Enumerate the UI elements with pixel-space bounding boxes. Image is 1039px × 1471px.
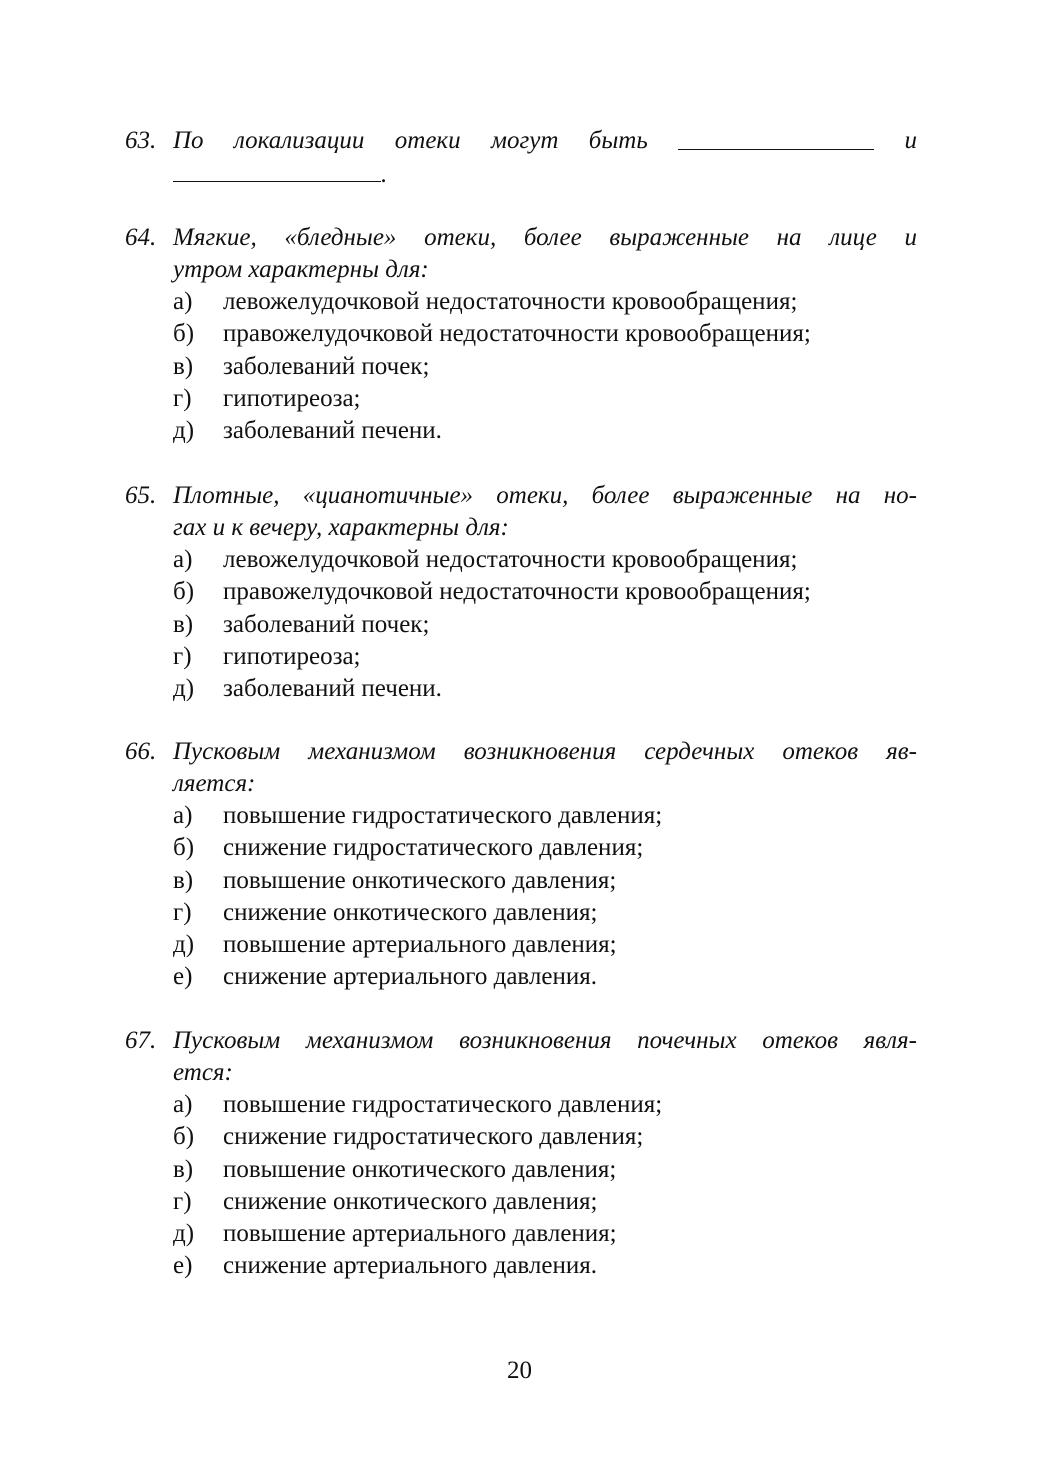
stem-line-2: ляется: (173, 770, 256, 797)
question-number: 66. (125, 738, 157, 765)
answer-option (173, 318, 917, 350)
option-letter: а) (173, 802, 193, 829)
option-text: снижение гидростатического давления; (223, 1123, 644, 1151)
question-67 (125, 1025, 917, 1283)
option-text: повышение онкотического давления; (223, 866, 617, 894)
option-letter: в) (173, 610, 194, 638)
option-letter: в) (173, 866, 194, 894)
option-letter: г) (173, 1187, 192, 1215)
option-text: снижение гидростатического давления; (223, 834, 644, 862)
page-number: 20 (507, 1357, 532, 1384)
option-letter: е) (173, 963, 193, 991)
option-text: заболеваний печени. (223, 675, 442, 703)
option-text: повышение гидростатического давления; (223, 802, 663, 829)
answer-option (173, 1089, 917, 1121)
option-text: заболеваний почек; (223, 352, 430, 380)
option-letter: а) (173, 288, 193, 315)
question-63 (125, 125, 917, 191)
question-number: 63. (125, 127, 157, 154)
question-66 (125, 736, 917, 994)
answer-option (173, 961, 917, 993)
answer-options (173, 1089, 917, 1283)
option-text: снижение артериального давления. (223, 1252, 597, 1280)
option-text: снижение онкотического давления; (223, 898, 598, 926)
option-text: гипотиреоза; (223, 642, 361, 670)
answer-option (173, 1154, 917, 1186)
stem-line-1: Пусковым механизмом возникновения почечных отеков явля- (173, 1027, 917, 1054)
question-stem (125, 480, 917, 544)
option-letter: д) (173, 1220, 195, 1248)
question-number: 65. (125, 482, 157, 509)
option-text: повышение артериального давления; (223, 1220, 617, 1248)
answer-blank (678, 125, 874, 150)
answer-options (173, 800, 917, 994)
option-letter: б) (173, 320, 195, 348)
stem-line-1: По локализации отеки могут быть и (173, 127, 917, 154)
option-letter: в) (173, 352, 194, 380)
stem-line-2: гах и к вечеру, характерны для: (173, 514, 509, 541)
answer-option (173, 415, 917, 447)
answer-option (173, 544, 917, 576)
option-letter: б) (173, 834, 195, 862)
option-letter: д) (173, 417, 195, 445)
answer-option (173, 576, 917, 608)
option-text: заболеваний печени. (223, 417, 442, 445)
question-number: 67. (125, 1027, 157, 1054)
option-letter: г) (173, 384, 192, 412)
question-stem (125, 736, 917, 800)
option-letter: в) (173, 1155, 194, 1183)
question-64 (125, 222, 917, 447)
option-text: левожелудочковой недостаточности кровообращения; (223, 288, 798, 315)
question-number: 64. (125, 224, 157, 251)
option-letter: а) (173, 1091, 193, 1118)
option-letter: е) (173, 1252, 193, 1280)
option-text: снижение онкотического давления; (223, 1187, 598, 1215)
answer-options (173, 286, 917, 447)
answer-option (173, 641, 917, 673)
answer-option (173, 383, 917, 415)
option-letter: г) (173, 642, 192, 670)
stem-line-1: Мягкие, «бледные» отеки, более выраженные на лице и (173, 224, 917, 251)
answer-option (173, 800, 917, 832)
option-text: заболеваний почек; (223, 610, 430, 638)
question-stem (125, 125, 917, 191)
answer-option (173, 1121, 917, 1153)
stem-line-2: . (173, 157, 917, 191)
stem-line-2: ется: (173, 1059, 233, 1086)
answer-option (173, 286, 917, 318)
answer-option (173, 832, 917, 864)
option-text: повышение артериального давления; (223, 931, 617, 959)
answer-options (173, 544, 917, 705)
answer-option (173, 897, 917, 929)
option-letter: б) (173, 578, 195, 606)
answer-option (173, 929, 917, 961)
option-text: повышение онкотического давления; (223, 1155, 617, 1183)
answer-option (173, 865, 917, 897)
stem-line-2: утром характерны для: (173, 256, 429, 283)
answer-option (173, 609, 917, 641)
option-text: снижение артериального давления. (223, 963, 597, 991)
option-letter: а) (173, 546, 193, 573)
option-letter: д) (173, 931, 195, 959)
answer-option (173, 1186, 917, 1218)
option-text: левожелудочковой недостаточности кровообращения; (223, 546, 798, 573)
answer-option (173, 673, 917, 705)
option-letter: г) (173, 898, 192, 926)
option-letter: д) (173, 675, 195, 703)
answer-option (173, 1218, 917, 1250)
answer-blank (173, 157, 381, 182)
answer-option (173, 1250, 917, 1282)
option-text: повышение гидростатического давления; (223, 1091, 663, 1118)
answer-option (173, 351, 917, 383)
question-stem (125, 222, 917, 286)
question-stem (125, 1025, 917, 1089)
option-text: правожелудочковой недостаточности кровообращения; (223, 320, 811, 348)
option-text: гипотиреоза; (223, 384, 361, 412)
stem-line-1: Плотные, «цианотичные» отеки, более выраженные на но- (173, 482, 917, 509)
option-text: правожелудочковой недостаточности кровообращения; (223, 578, 811, 606)
option-letter: б) (173, 1123, 195, 1151)
stem-line-1: Пусковым механизмом возникновения сердечных отеков яв- (173, 738, 917, 765)
question-65 (125, 480, 917, 705)
